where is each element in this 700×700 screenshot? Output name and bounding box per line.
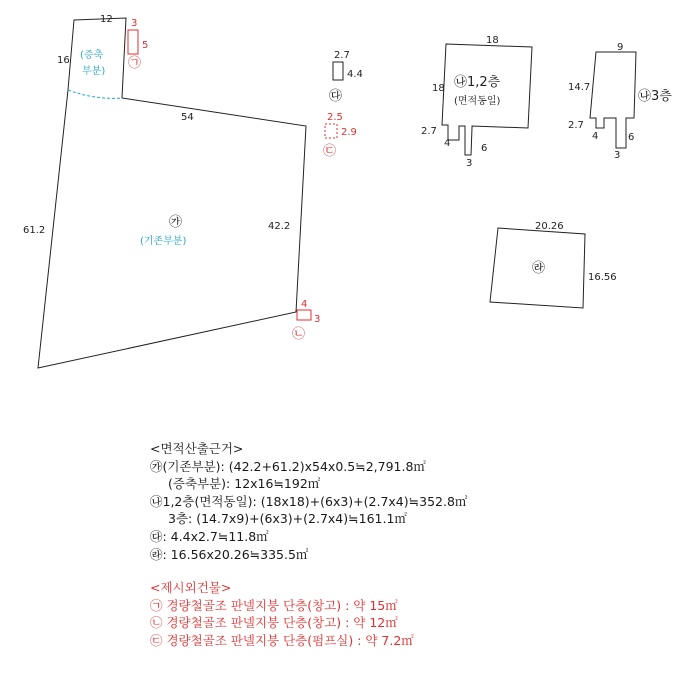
marker-ga: ㉮ <box>169 215 183 230</box>
extra-line-shed-c: ㉢ 경량철골조 판넬지붕 단층(펌프실) : 약 7.2㎡ <box>150 632 414 648</box>
dim-da-h: 4.4 <box>347 69 363 80</box>
marker-shed-c: ㉢ <box>323 144 337 159</box>
dim-main-top-long: 54 <box>181 112 194 123</box>
dim-na12-stem-h: 6 <box>481 143 488 154</box>
dim-da-w: 2.7 <box>334 50 350 61</box>
title-na12: ㉯1,2층 <box>454 75 501 90</box>
shed-c <box>323 112 357 159</box>
building-da <box>329 50 363 104</box>
dim-na3-stem-h: 6 <box>628 132 635 143</box>
marker-shed-b: ㉡ <box>292 327 306 342</box>
dim-na12-stem-w: 3 <box>466 158 473 169</box>
shed-b-outline <box>297 310 311 320</box>
extra-line-shed-b: ㉡ 경량철골조 판넬지붕 단층(창고) : 약 12㎡ <box>150 615 398 631</box>
extra-buildings-title: <제시외건물> <box>150 580 232 596</box>
legend-line-na12: ㉯1,2층(면적동일): (18x18)+(6x3)+(2.7x4)≒352.8㎡ <box>150 493 468 509</box>
marker-shed-a: ㉠ <box>128 56 142 71</box>
dim-shed-b-w: 4 <box>301 299 308 310</box>
dim-na3-ext-w: 2.7 <box>568 120 584 131</box>
dim-na3-ext-h: 4 <box>592 131 599 142</box>
dim-na12-ext-w: 2.7 <box>421 126 437 137</box>
legend-line-ra: ㉱: 16.56x20.26≒335.5㎡ <box>150 546 309 562</box>
legend-line-ga-extension: (증축부분): 12x16≒192㎡ <box>168 476 321 492</box>
legend-line-da: ㉰: 4.4x2.7≒11.8㎡ <box>150 528 269 544</box>
legend-line-na3: 3층: (14.7x9)+(6x3)+(2.7x4)≒161.1㎡ <box>168 511 407 527</box>
dim-shed-c-w: 2.5 <box>327 112 343 123</box>
dim-na12-ext-h: 4 <box>444 138 451 149</box>
extension-boundary <box>68 90 122 98</box>
dim-ra-top: 20.26 <box>535 221 564 232</box>
dim-na12-top: 18 <box>486 35 499 46</box>
title-na3: ㉯3층 <box>638 89 672 104</box>
dim-shed-b-h: 3 <box>314 314 321 325</box>
legend-title: <면적산출근거> <box>150 441 244 456</box>
dim-main-left: 61.2 <box>23 225 46 236</box>
legend-line-ga-existing: ㉮(기존부분): (42.2+61.2)x54x0.5≒2,791.8㎡ <box>150 458 426 474</box>
marker-ra: ㉱ <box>532 261 546 276</box>
existing-label: (기존부분) <box>140 236 187 247</box>
dim-main-top: 12 <box>100 14 113 25</box>
marker-da: ㉰ <box>329 89 343 104</box>
extra-line-shed-a: ㉠ 경량철골조 판넬지붕 단층(창고) : 약 15㎡ <box>150 597 398 613</box>
dim-shed-a-w: 3 <box>131 18 138 29</box>
dim-shed-c-h: 2.9 <box>341 127 357 138</box>
dim-na3-left: 14.7 <box>568 82 591 93</box>
extension-label-line1: (증축 <box>80 50 104 61</box>
dim-main-right: 42.2 <box>268 221 291 232</box>
dim-na3-top: 9 <box>617 42 624 53</box>
legend-spacer <box>150 563 690 579</box>
building-na-floor3 <box>568 42 672 161</box>
dim-ra-right: 16.56 <box>588 272 617 283</box>
building-na-floor12 <box>421 35 532 169</box>
extension-label-line2: 부분) <box>82 66 106 77</box>
dim-shed-a-h: 5 <box>142 40 149 51</box>
building-ra <box>490 221 617 308</box>
sub-na12: (면적동일) <box>454 96 501 107</box>
shed-c-outline <box>325 124 337 138</box>
main-building <box>23 14 306 368</box>
building-da-outline <box>333 62 343 80</box>
shed-a <box>128 18 148 71</box>
area-calculation-legend <box>150 440 690 650</box>
shed-a-outline <box>128 30 138 54</box>
dim-main-left-ext: 16 <box>57 55 70 66</box>
dim-na12-left: 18 <box>432 83 445 94</box>
dim-na3-stem-w: 3 <box>614 150 621 161</box>
main-building-outline <box>38 18 306 368</box>
